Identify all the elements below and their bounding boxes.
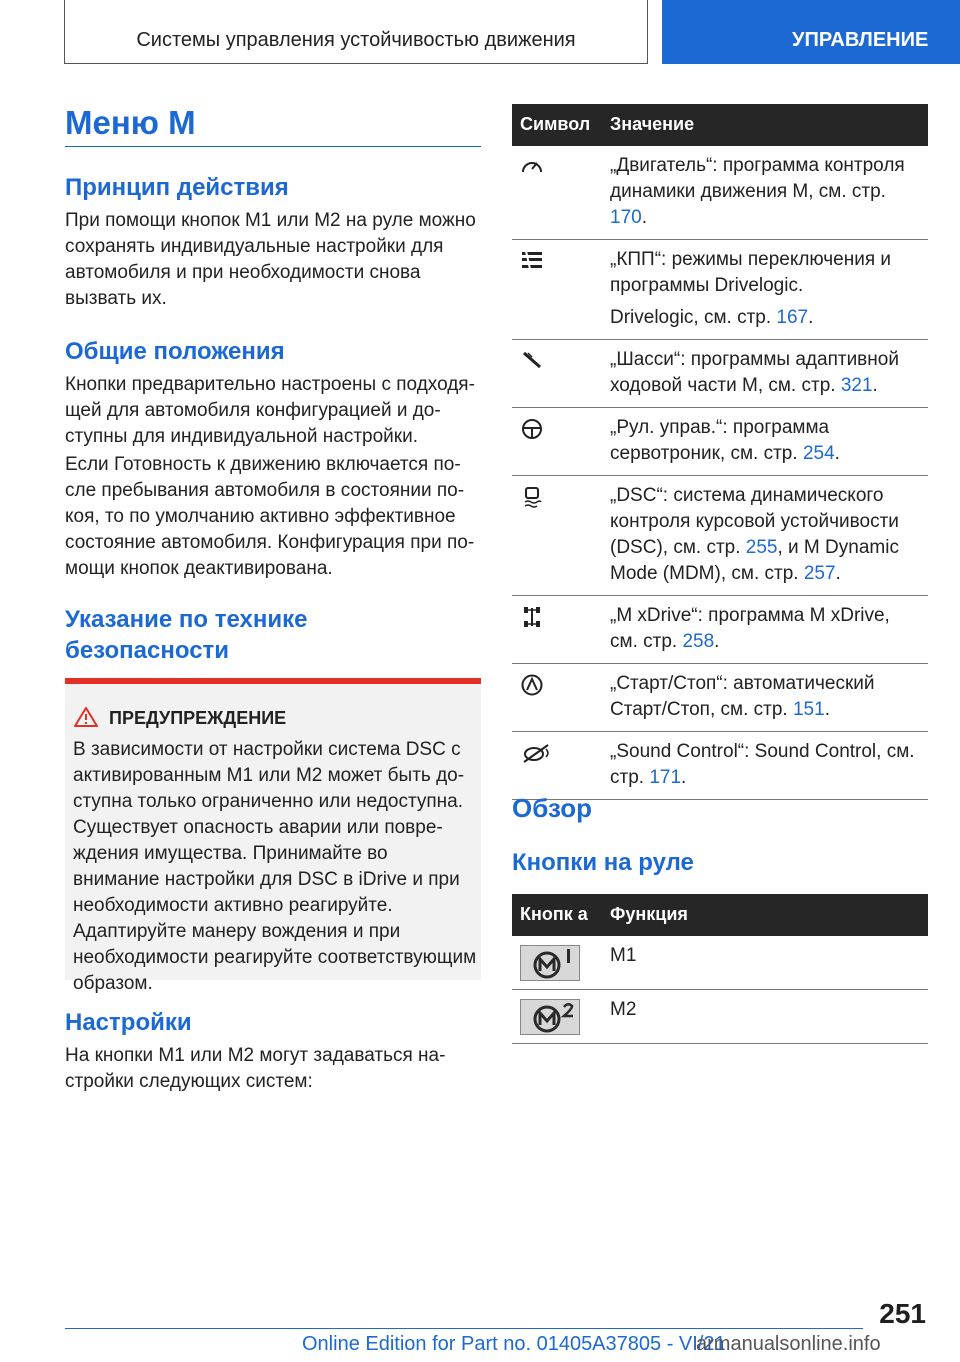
- table-row: „КПП“: режимы переключения и программы Drivelogic. Drivelogic, см. стр. 167.: [512, 240, 928, 340]
- title-divider: [65, 146, 481, 147]
- heading-principle: Принцип действия: [65, 174, 289, 201]
- footer-edition: Online Edition for Part no. 01405A37805 - VI/21: [302, 1333, 726, 1355]
- gearbox-icon: [520, 249, 544, 279]
- table-row: „Старт/Стоп“: автоматический Старт/Стоп, см. стр. 151.: [512, 664, 928, 732]
- table-row: „Двигатель“: программа контроля динамики движения М, см. стр. 170.: [512, 146, 928, 240]
- page-link[interactable]: 151: [792, 699, 825, 720]
- table-row: [512, 990, 928, 1044]
- warning-triangle-icon: [73, 706, 99, 733]
- header-section-title: Системы управления устойчивостью движения: [136, 29, 576, 51]
- table-row: „Шасси“: программы адаптивной ходовой части М, см. стр. 321.: [512, 340, 928, 408]
- subheading-buttons: Кнопки на руле: [512, 849, 694, 876]
- buttons-col-function: Функция: [602, 894, 928, 936]
- page-link[interactable]: 167: [776, 307, 809, 328]
- warning-text: В зависимости от настройки система DSC с активированным М1 или М2 может быть доступна только ограниченно или недоступна. Существует опасность аварии или повреждения имущества. Принимайте во внимание настройки для DSC в iDrive и при необходимости активно реагируйте. Адаптируйте манеру вождения и при необходимости реагируйте соответствующим образом.: [73, 739, 477, 994]
- symbols-table: [512, 104, 928, 800]
- steering-wheel-icon: [520, 417, 544, 449]
- page-link[interactable]: 255: [745, 537, 778, 558]
- page-title: Меню М: [65, 104, 196, 141]
- m1-function: М1: [602, 936, 928, 990]
- engine-gauge-icon: [520, 155, 544, 185]
- table-row: [512, 936, 928, 990]
- header-chapter-tab: УПРАВЛЕНИЕ: [662, 0, 960, 64]
- symbols-col-symbol: Символ: [512, 104, 602, 146]
- page-number: 251: [879, 1298, 926, 1329]
- page-link[interactable]: 258: [682, 631, 715, 652]
- warning-title: ПРЕДУПРЕЖДЕНИЕ: [109, 708, 287, 728]
- watermark: armanualsonline.info: [696, 1333, 881, 1355]
- table-row: „M xDrive“: программа M xDrive, см. стр. 258.: [512, 596, 928, 664]
- general-text-2: Если Готовность к движению включается после пребывания автомобиля в состоянии покоя, то по умолчанию активно эффективное состояние автомобиля. Конфигурация при помощи кнопок деактивирована.: [65, 454, 475, 579]
- heading-general: Общие положения: [65, 338, 285, 365]
- heading-overview: Обзор: [512, 793, 592, 823]
- table-row: „Sound Control“: Sound Control, см. стр. 171.: [512, 732, 928, 800]
- xdrive-axle-icon: [520, 605, 544, 637]
- m2-function: М2: [602, 990, 928, 1044]
- table-row: „DSC“: система динамического контроля курсовой устойчивости (DSC), см. стр. 255, и M Dynamic Mode (MDM), см. стр. 257.: [512, 476, 928, 596]
- buttons-table: [512, 894, 928, 1044]
- m2-button-icon: [520, 999, 580, 1035]
- start-stop-icon: [520, 673, 544, 705]
- chassis-shock-icon: [520, 349, 544, 379]
- m1-button-icon: [520, 945, 580, 981]
- page-link[interactable]: 254: [802, 443, 835, 464]
- page-link[interactable]: 171: [649, 767, 682, 788]
- principle-text: При помощи кнопок М1 или М2 на руле можно сохранять индивидуальные настройки для автомобиля и при необходимости снова вызвать их.: [65, 210, 476, 309]
- heading-safety: Указание по технике безопасности: [65, 606, 308, 664]
- settings-text: На кнопки М1 или М2 могут задаваться настройки следующих систем:: [65, 1045, 446, 1092]
- page-link[interactable]: 321: [840, 375, 873, 396]
- page-link[interactable]: 170: [610, 207, 642, 228]
- page-link[interactable]: 257: [803, 563, 836, 584]
- table-row: „Рул. управ.“: программа сервотроник, см. стр. 254.: [512, 408, 928, 476]
- symbols-col-meaning: Значение: [602, 104, 928, 146]
- sound-control-icon: [520, 741, 554, 773]
- general-text-1: Кнопки предварительно настроены с подходящей для автомобиля конфигурацией и доступны для индивидуальной настройки.: [65, 374, 475, 447]
- warning-box: [65, 678, 481, 994]
- dsc-car-icon: [520, 485, 544, 517]
- heading-settings: Настройки: [65, 1009, 192, 1036]
- footer-divider: [65, 1328, 863, 1329]
- buttons-col-button: Кнопк а: [512, 894, 602, 936]
